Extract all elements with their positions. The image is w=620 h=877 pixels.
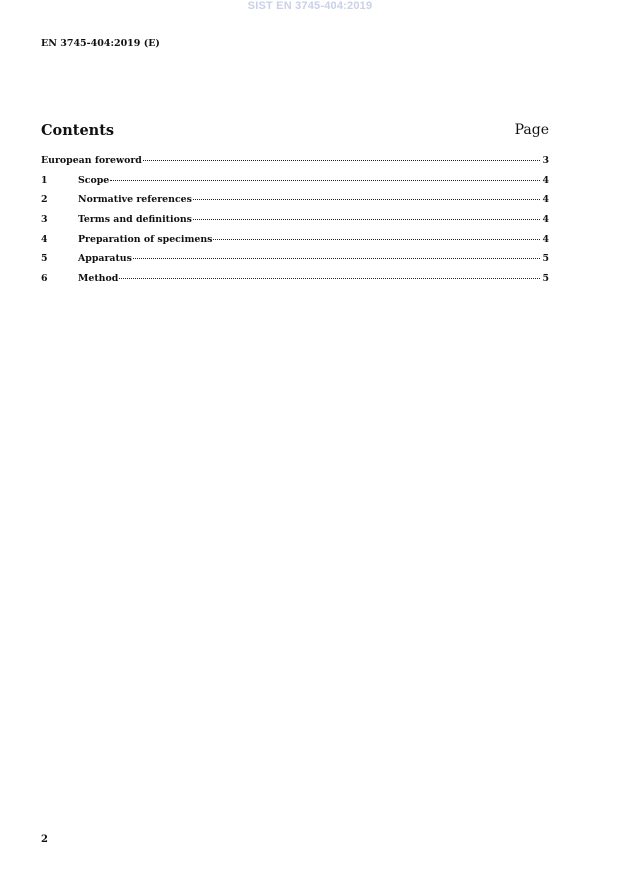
toc-entry-page: 4 (542, 194, 549, 206)
toc-entry-label: European foreword (41, 155, 142, 166)
toc-entry-number: 2 (41, 194, 48, 206)
toc-entry-page: 5 (542, 253, 549, 265)
toc-dot-leader (143, 160, 541, 161)
toc-entry-scope[interactable] (41, 175, 549, 195)
toc-entry-number: 6 (41, 273, 48, 285)
toc-entry-number: 5 (41, 253, 48, 265)
page-column-label: Page (514, 122, 549, 138)
toc-entry-label: Normative references (78, 194, 192, 206)
toc-entry-page: 4 (542, 214, 549, 226)
toc-entry-apparatus[interactable] (41, 253, 549, 273)
toc-entry-label: Method (78, 273, 119, 285)
toc-dot-leader (119, 278, 540, 279)
toc-dot-leader (110, 180, 540, 181)
toc-entry-number: 4 (41, 233, 48, 245)
toc-entry-page: 4 (542, 174, 549, 186)
table-of-contents (41, 155, 549, 293)
contents-heading (41, 122, 549, 142)
toc-entry-preparation-of-specimens[interactable] (41, 234, 549, 254)
toc-entry-method[interactable] (41, 273, 549, 293)
toc-entry-page: 4 (542, 233, 549, 245)
toc-entry-label: Terms and definitions (78, 214, 192, 226)
watermark: SIST EN 3745-404:2019 (247, 0, 373, 12)
toc-dot-leader (193, 199, 541, 200)
toc-entry-european-foreword[interactable] (41, 155, 549, 175)
toc-entry-page: 3 (542, 155, 549, 166)
toc-entry-label: Scope (78, 174, 110, 186)
toc-dot-leader (213, 239, 540, 240)
page-number: 2 (41, 834, 48, 845)
toc-dot-leader (193, 219, 541, 220)
toc-dot-leader (133, 258, 541, 259)
toc-entry-terms-and-definitions[interactable] (41, 214, 549, 234)
contents-title: Contents (41, 122, 115, 139)
toc-entry-page: 5 (542, 273, 549, 285)
toc-entry-normative-references[interactable] (41, 194, 549, 214)
toc-entry-number: 3 (41, 214, 48, 226)
toc-entry-label: Preparation of specimens (78, 233, 213, 245)
toc-entry-number: 1 (41, 174, 48, 186)
toc-entry-label: Apparatus (78, 253, 132, 265)
document-id: EN 3745-404:2019 (E) (41, 38, 160, 49)
